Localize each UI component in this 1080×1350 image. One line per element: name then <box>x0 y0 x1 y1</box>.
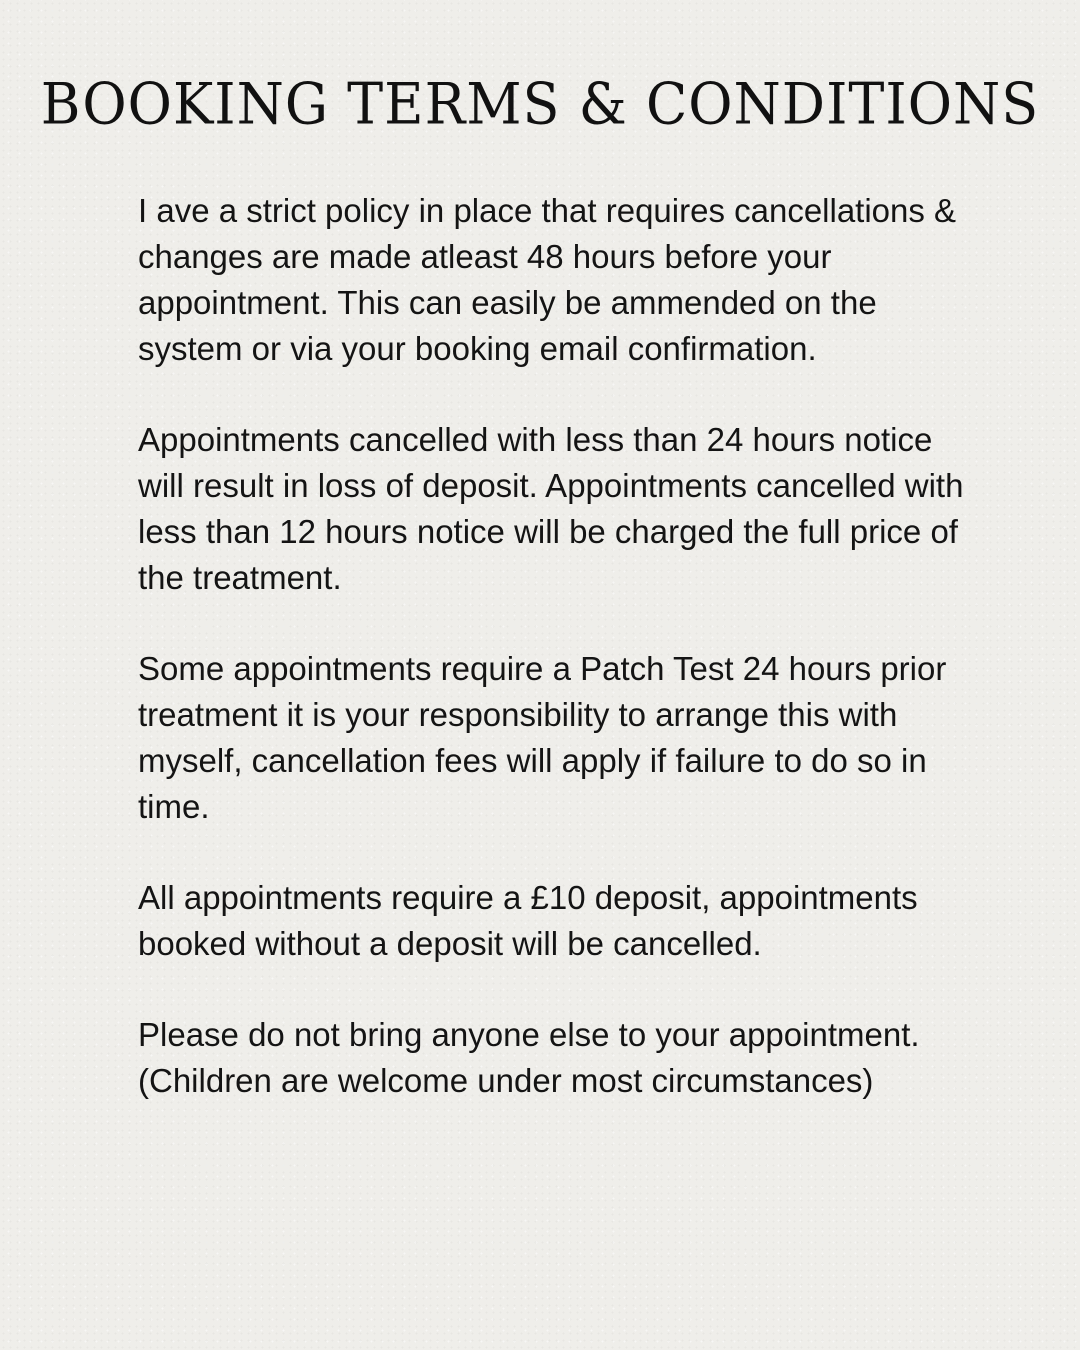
term-paragraph-patch-test: Some appointments require a Patch Test 24 hours prior treatment it is your responsibility to arrange this with myself, cancellation fees will apply if failure to do so in time. <box>138 650 947 825</box>
term-paragraph-cancellation-policy: I ave a strict policy in place that requires cancellations & changes are made atleast 48 hours before your appointment. This can easily be ammended on the system or via your booking email confirmation. <box>138 192 957 367</box>
page-title: BOOKING TERMS & CONDITIONS <box>40 71 1040 138</box>
terms-body <box>138 188 978 1149</box>
term-paragraph-deposit: All appointments require a £10 deposit, appointments booked without a deposit will be cancelled. <box>138 879 918 962</box>
term-paragraph-late-cancellation: Appointments cancelled with less than 24 hours notice will result in loss of deposit. Appointments cancelled with less than 12 hours notice will be charged the full price of the treatment. <box>138 421 964 596</box>
term-paragraph-guests: Please do not bring anyone else to your appointment. (Children are welcome under most circumstances) <box>138 1016 920 1099</box>
